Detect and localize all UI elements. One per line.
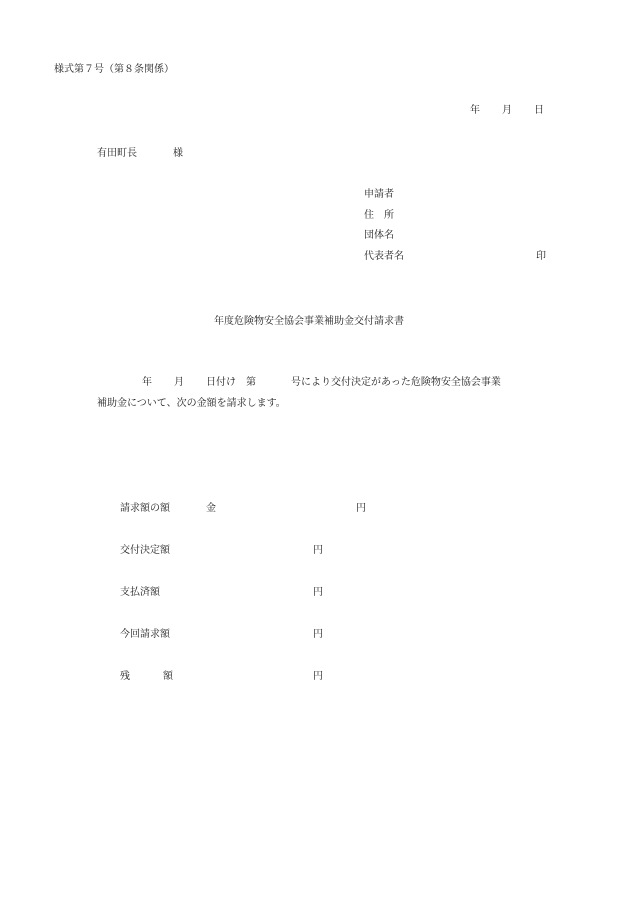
request-amount-prefix: 金 [206,503,216,514]
representative-label: 代表者名 [364,251,404,262]
addressee-name: 有田町長 [97,148,137,159]
form-number: 様式第７号（第８条関係） [54,64,174,75]
current-request-label: 今回請求額 [120,629,170,640]
balance-unit: 円 [313,671,323,682]
granted-amount-label: 交付決定額 [120,545,170,556]
body-dated: 日付け 第 [206,377,256,388]
balance-label-left: 残 [120,671,130,682]
balance-label-right: 額 [163,671,173,682]
body-month: 月 [174,377,184,388]
address-label: 住 所 [364,210,394,221]
granted-amount-unit: 円 [313,545,323,556]
seal-mark: 印 [536,251,546,262]
paid-amount-unit: 円 [313,587,323,598]
request-amount-label: 請求額の額 [120,503,170,514]
date-day: 日 [534,105,544,116]
date-year: 年 [470,105,480,116]
request-amount-unit: 円 [356,503,366,514]
body-line2: 補助金について、次の金額を請求します。 [97,398,286,409]
document-title: 年度危険物安全協会事業補助金交付請求書 [214,316,404,327]
paid-amount-label: 支払済額 [120,587,160,598]
body-line1-rest: 号により交付決定があった危険物安全協会事業 [291,377,501,388]
date-month: 月 [502,105,512,116]
addressee-honorific: 様 [173,148,183,159]
current-request-unit: 円 [313,629,323,640]
body-year: 年 [142,377,152,388]
applicant-label: 申請者 [364,189,394,200]
group-name-label: 団体名 [364,230,394,241]
